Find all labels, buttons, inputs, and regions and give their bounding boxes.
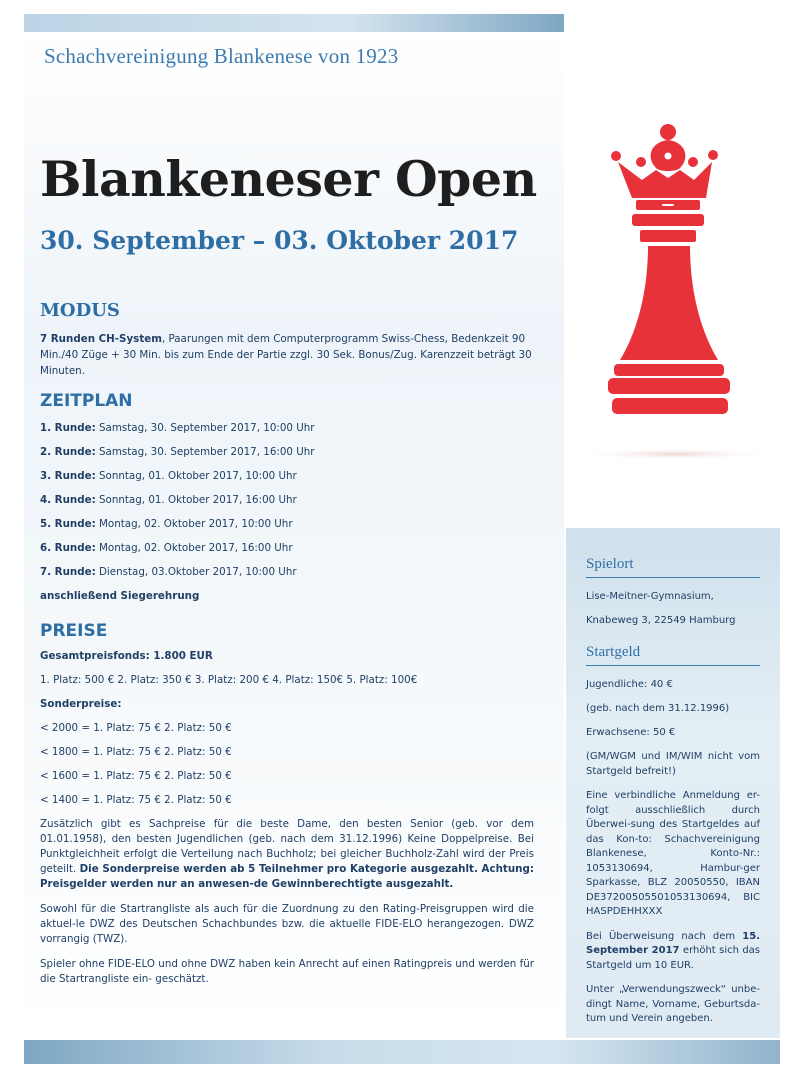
round-time: Sonntag, 01. Oktober 2017, 16:00 Uhr [95,494,297,506]
fee-exemption-note: (GM/WGM und IM/WIM nicht vom Startgeld befreit!) [586,751,760,777]
modus-heading: MODUS [40,300,120,321]
zeitplan-heading: ZEITPLAN [40,391,133,411]
round-time: Sonntag, 01. Oktober 2017, 10:00 Uhr [95,470,297,482]
round-label: 2. Runde: [40,446,96,458]
fee-youth: Jugendliche: 40 € [586,679,673,690]
round-time: Samstag, 30. September 2017, 10:00 Uhr [95,422,315,434]
special-prize-row: < 1800 = 1. Platz: 75 € 2. Platz: 50 € [40,746,232,758]
round-list [40,421,534,613]
prize-rules-bold: Die Sonderpreise werden ab 5 Teilnehmer pro Kategorie ausgezahlt. Achtung: Preisgelder werden nur an anwesen-de Gewinnberechtigte ausgezahlt. [40,863,534,890]
ceremony-text: anschließend Siegerehrung [40,590,200,602]
late-pre: Bei Überweisung nach dem [586,930,743,942]
special-heading-text: Sonderpreise: [40,698,122,710]
round-label: 6. Runde: [40,542,96,554]
round-item [40,517,534,541]
round-item [40,541,534,565]
startgeld-heading: Startgeld [586,644,760,666]
event-dates: 30. September – 03. Oktober 2017 [40,226,519,255]
ceremony-line [40,589,534,613]
round-item [40,469,534,493]
round-item [40,565,534,589]
special-prize-row: < 1400 = 1. Platz: 75 € 2. Platz: 50 € [40,794,232,806]
round-item [40,493,534,517]
main-content [40,300,534,997]
prize-fund-text: Gesamtpreisfonds: 1.800 EUR [40,650,213,662]
prize-rules-text: Zusätzlich gibt es Sachpreise für die beste Dame, den besten Senior (geb. vor dem 01.01.1958), den besten Jugendlichen (geb. nach dem 31.12.1996) Keine Doppelpreise. Bei Punktgleichheit erfolgt die Verteilung nach Buchholz; bei gleicher Buchholz-Zahl wird der Preis geteilt. [40,818,534,875]
prize-fund [40,649,534,673]
bottom-decor-bar [24,1040,780,1064]
special-prize-row: < 2000 = 1. Platz: 75 € 2. Platz: 50 € [40,722,232,734]
top-decor-bar [24,14,564,32]
round-time: Montag, 02. Oktober 2017, 16:00 Uhr [95,542,293,554]
late-fee-text [586,930,760,974]
round-time: Montag, 02. Oktober 2017, 10:00 Uhr [95,518,293,530]
fee-youth-note: (geb. nach dem 31.12.1996) [586,703,730,714]
chess-queen-icon [570,120,780,470]
club-name: Schachvereinigung Blankenese von 1923 [44,44,399,68]
unrated-paragraph: Spieler ohne FIDE-ELO und ohne DWZ haben kein Anrecht auf einen Ratingpreis und werden für die Startrangliste ein- geschätzt. [40,958,534,985]
venue-name: Lise-Meitner-Gymnasium, [586,591,714,602]
modus-bold: 7 Runden CH-System [40,333,162,345]
venue-address: Knabeweg 3, 22549 Hamburg [586,615,736,626]
prize-places: 1. Platz: 500 € 2. Platz: 350 € 3. Platz: 200 € 4. Platz: 150€ 5. Platz: 100€ [40,674,418,686]
preise-heading: PREISE [40,621,108,641]
purpose-text: Unter „Verwendungszweck“ unbe-dingt Name, Vorname, Geburtsda-tum und Verein angeben. [586,984,760,1024]
special-heading [40,697,534,721]
prize-list [40,649,534,817]
sidebar [586,556,760,1037]
page-title: Blankeneser Open [40,150,537,208]
spielort-heading: Spielort [586,556,760,578]
late-post: erhöht sich das Startgeld um 10 EUR. [586,945,761,971]
round-item [40,445,534,469]
rating-paragraph: Sowohl für die Startrangliste als auch für die Zuordnung zu den Rating-Preisgruppen wird die aktuel-le DWZ des Deutschen Schachbundes bzw. die aktuelle FIDE-ELO herangezogen. DWZ vorrangig (TWZ). [40,903,534,945]
round-label: 1. Runde: [40,422,96,434]
round-label: 3. Runde: [40,470,96,482]
prize-rules-paragraph [40,817,534,892]
modus-body: , Paarungen mit dem Computerprogramm Swiss-Chess, Bedenkzeit 90 Min./40 Züge + 30 Min. bis zum Ende der Partie zzgl. 30 Sek. Bonus/Zug. Karenzzeit beträgt 30 Minuten. [40,333,532,377]
round-label: 4. Runde: [40,494,96,506]
round-time: Dienstag, 03.Oktober 2017, 10:00 Uhr [95,566,297,578]
special-prize-row: < 1600 = 1. Platz: 75 € 2. Platz: 50 € [40,770,232,782]
late-date: 15. September 2017 [586,930,760,956]
round-item [40,421,534,445]
fee-adults: Erwachsene: 50 € [586,727,676,738]
modus-text [40,331,534,379]
round-label: 7. Runde: [40,566,96,578]
round-time: Samstag, 30. September 2017, 16:00 Uhr [95,446,315,458]
round-label: 5. Runde: [40,518,96,530]
registration-text: Eine verbindliche Anmeldung er-folgt ausschließlich durch Überwei-sung des Startgeldes auf das Kon-to: Schachvereinigung Blankenese, Konto-Nr.: 1053130694, Hambur-ger Sparkasse, BLZ 20050550, IBAN DE37200505501053130694, BIC HASPDEHHXXX [586,790,760,917]
